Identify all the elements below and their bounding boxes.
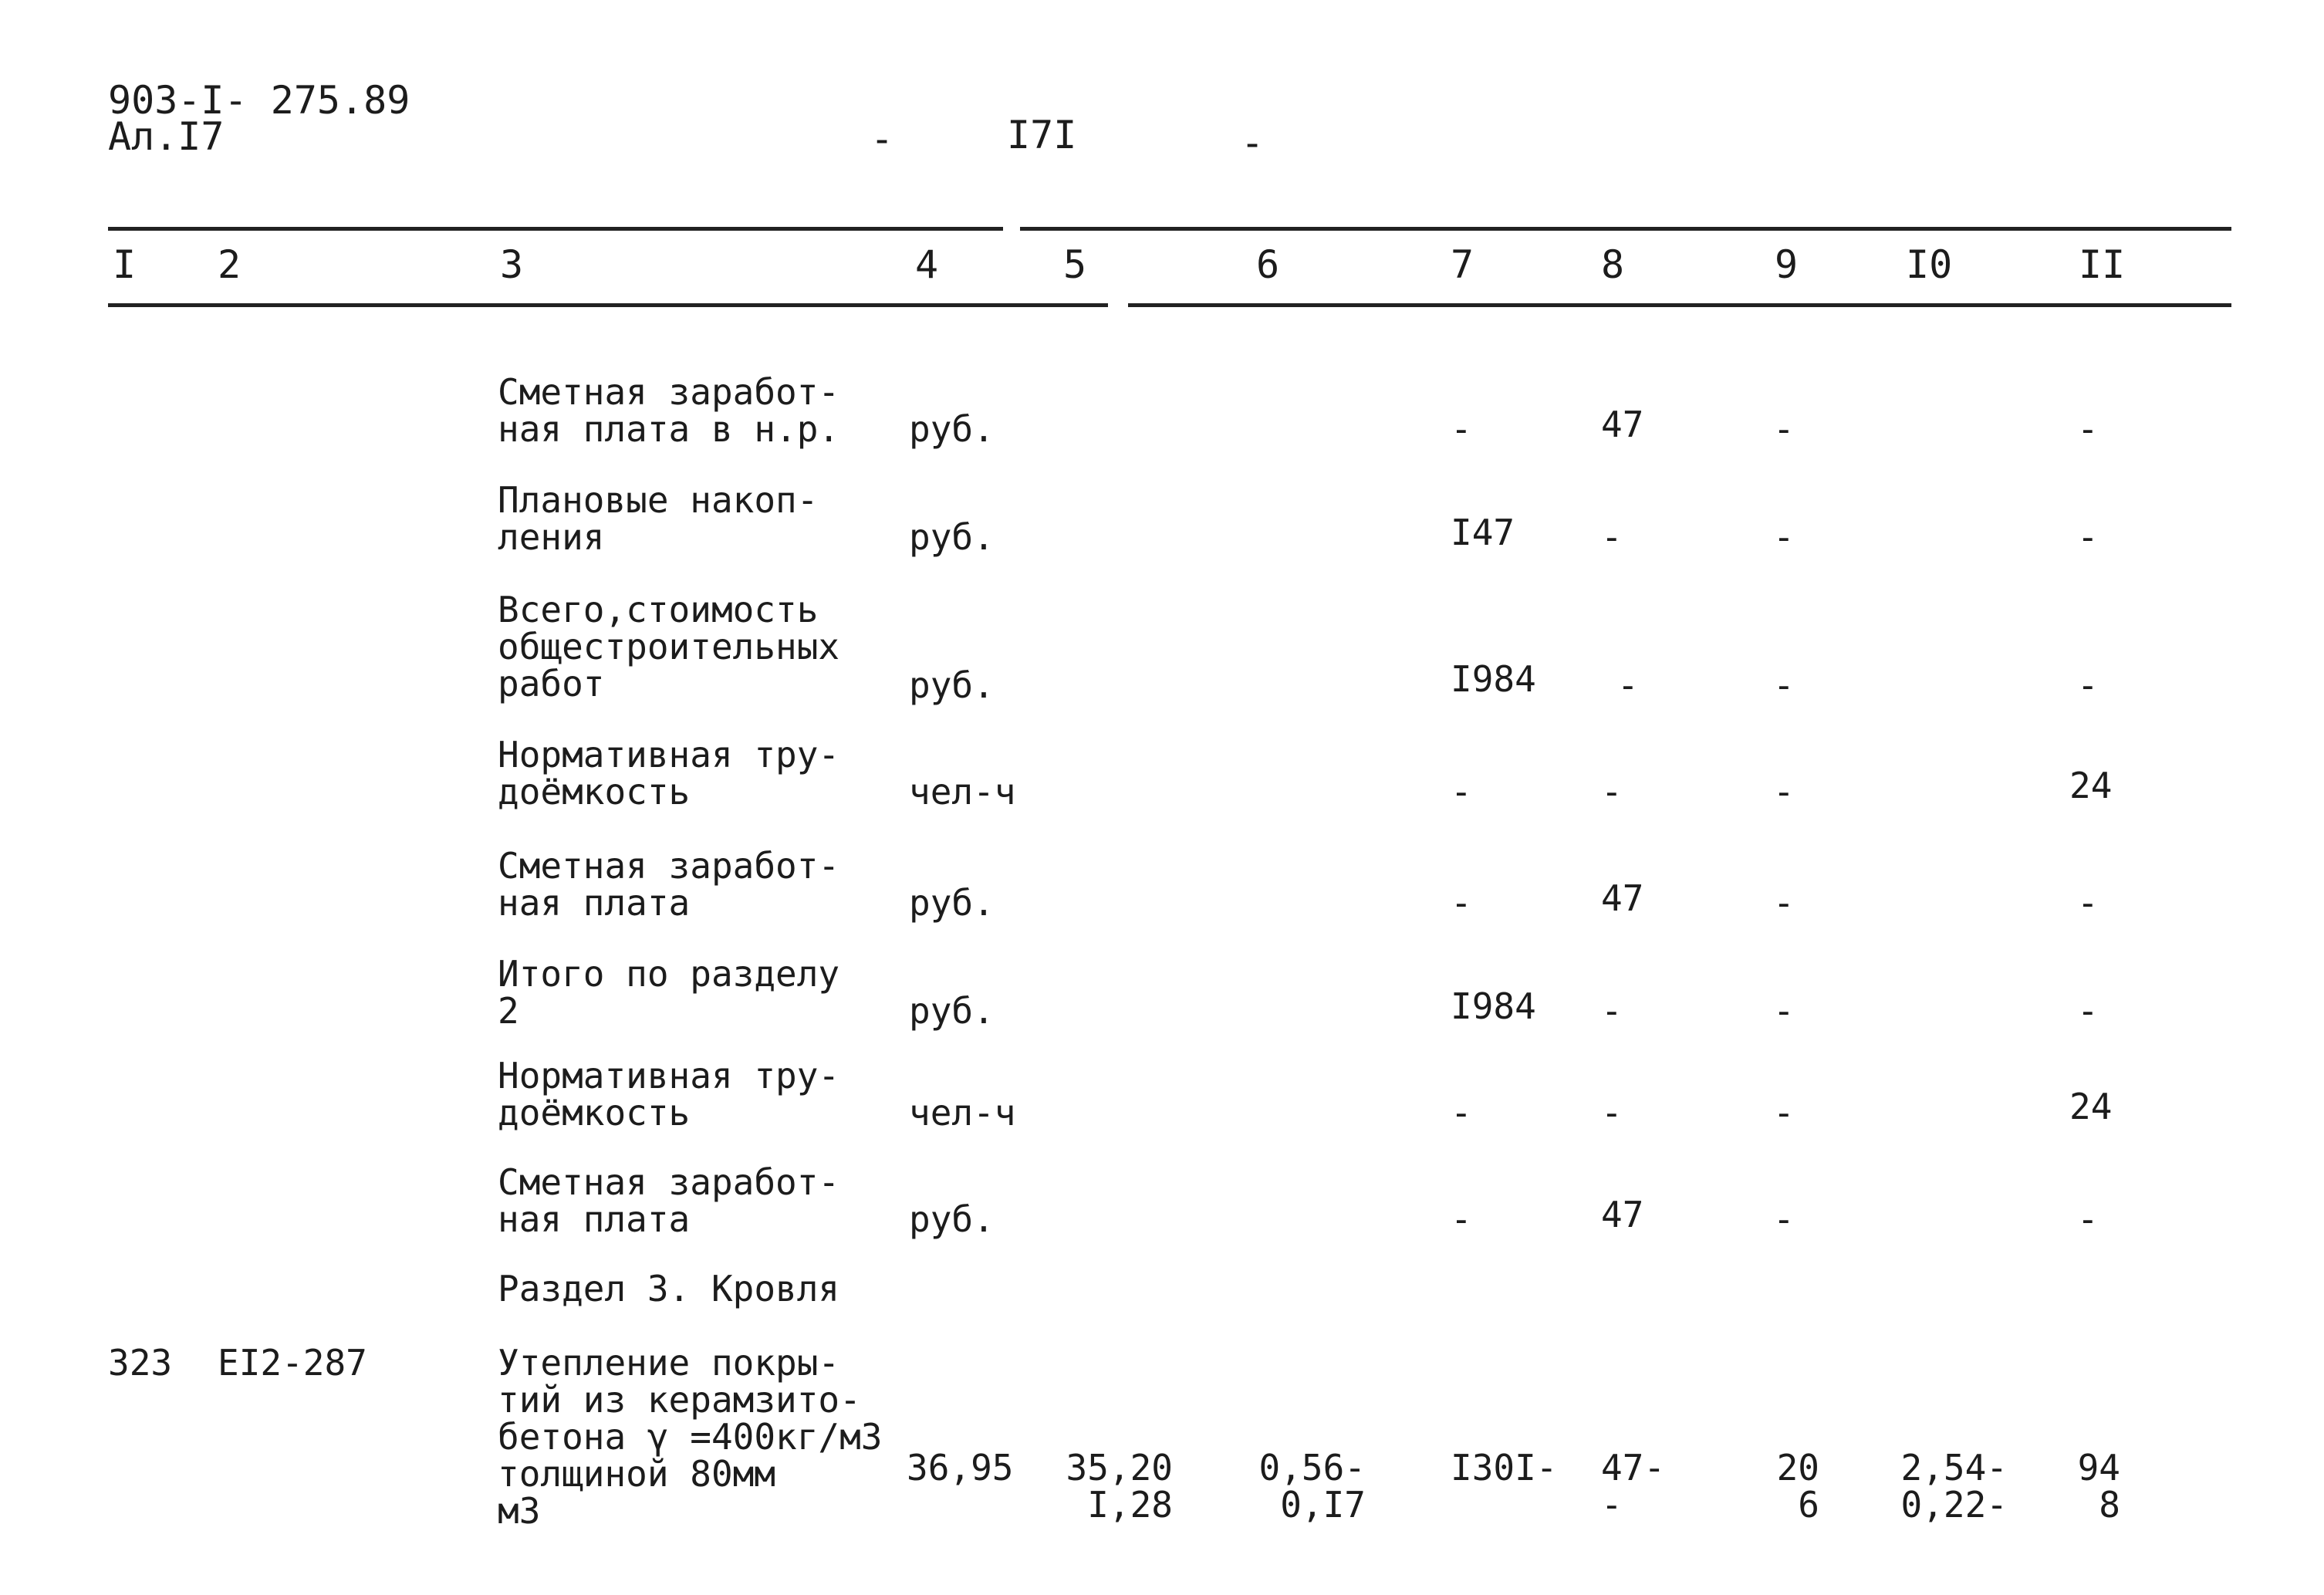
row-6-col11: - [2077,990,2099,1032]
col-header-5: 5 [1063,242,1087,287]
row-7-col8: - [1601,1092,1623,1134]
item-number: 323 [108,1342,173,1384]
col-header-6: 6 [1256,242,1280,287]
row-2-col7: I47 [1451,512,1515,553]
row-3-col9: - [1773,664,1795,706]
col-header-10: I0 [1906,242,1953,287]
row-8-col11: - [2077,1198,2099,1240]
row-7-unit: чел-ч [909,1092,1016,1134]
row-1-unit: руб. [909,408,995,450]
item-col9: 20 6 [1776,1447,1819,1526]
row-4-unit: чел-ч [909,771,1016,813]
row-7-name: Нормативная тру- доёмкость [498,1055,840,1134]
col-header-7: 7 [1451,242,1474,287]
row-4-col9: - [1773,771,1795,813]
row-2-unit: руб. [909,516,995,558]
row-4-col11: 24 [2069,765,2113,806]
row-8-unit: руб. [909,1198,995,1240]
row-5-col9: - [1773,882,1795,924]
header-dash-left: - [870,117,894,161]
row-1-name: Сметная заработ- ная плата в н.р. [498,371,840,450]
col-header-2: 2 [218,242,242,287]
row-4-col8: - [1601,771,1623,813]
row-6-unit: руб. [909,990,995,1032]
row-8-col7: - [1451,1198,1472,1240]
item-col6: 0,56- 0,I7 [1258,1447,1366,1526]
col-header-11: II [2079,242,2126,287]
col-header-1: I [113,242,137,287]
row-3-unit: руб. [909,664,995,706]
row-3-col7: I984 [1451,658,1536,700]
row-6-col9: - [1773,990,1795,1032]
row-2-name: Плановые накоп- ления [498,479,819,558]
row-7-col9: - [1773,1092,1795,1134]
row-2-col11: - [2077,516,2099,558]
row-7-col11: 24 [2069,1086,2113,1127]
row-8-name: Сметная заработ- ная плата [498,1161,840,1240]
sheet-label: Ал.I7 [108,114,225,159]
row-8-col9: - [1773,1198,1795,1240]
doc-number: 903-I- 275.89 [108,78,410,123]
row-5-col7: - [1451,882,1472,924]
header-rule-top-right [1020,227,2231,231]
row-3-col11: - [2077,664,2099,706]
header-rule-top-left [108,227,1003,231]
row-2-col8: - [1601,516,1623,558]
section-title: Раздел 3. Кровля [498,1268,840,1309]
col-header-3: 3 [500,242,524,287]
item-col11: 94 8 [2077,1447,2120,1526]
item-col4: 36,95 [907,1447,1014,1489]
row-3-name: Всего,стоимость общестроительных работ [498,589,840,705]
row-4-col7: - [1451,771,1472,813]
row-7-col7: - [1451,1092,1472,1134]
header-dash-right: - [1241,120,1265,165]
row-2-col9: - [1773,516,1795,558]
row-6-name: Итого по разделу 2 [498,953,840,1032]
col-header-9: 9 [1775,242,1799,287]
row-1-col11: - [2077,408,2099,450]
row-4-name: Нормативная тру- доёмкость [498,734,840,813]
row-5-col8: 47 [1601,877,1644,919]
col-header-8: 8 [1601,242,1625,287]
row-1-col8: 47 [1601,404,1644,445]
item-name: Утепление покры- тий из керамзито- бетона γ =400кг/м3 толщиной 80мм м3 [498,1342,883,1532]
item-col7: I30I- [1451,1447,1558,1489]
item-code: EI2-287 [218,1342,367,1384]
col-header-4: 4 [915,242,939,287]
item-col5: 35,20 I,28 [1066,1447,1173,1526]
row-5-col11: - [2077,882,2099,924]
row-5-name: Сметная заработ- ная плата [498,845,840,924]
row-8-col8: 47 [1601,1194,1644,1235]
header-rule-bottom-left [108,303,1108,307]
row-6-col8: - [1601,990,1623,1032]
item-col10: 2,54- 0,22- [1900,1447,2008,1526]
header-rule-bottom-right [1128,303,2231,307]
row-6-col7: I984 [1451,985,1536,1027]
row-1-col9: - [1773,408,1795,450]
item-col8: 47- - [1601,1447,1666,1526]
row-3-col8: - [1617,664,1639,706]
row-1-col7: - [1451,408,1472,450]
page-number: I7I [1007,113,1077,157]
row-5-unit: руб. [909,882,995,924]
